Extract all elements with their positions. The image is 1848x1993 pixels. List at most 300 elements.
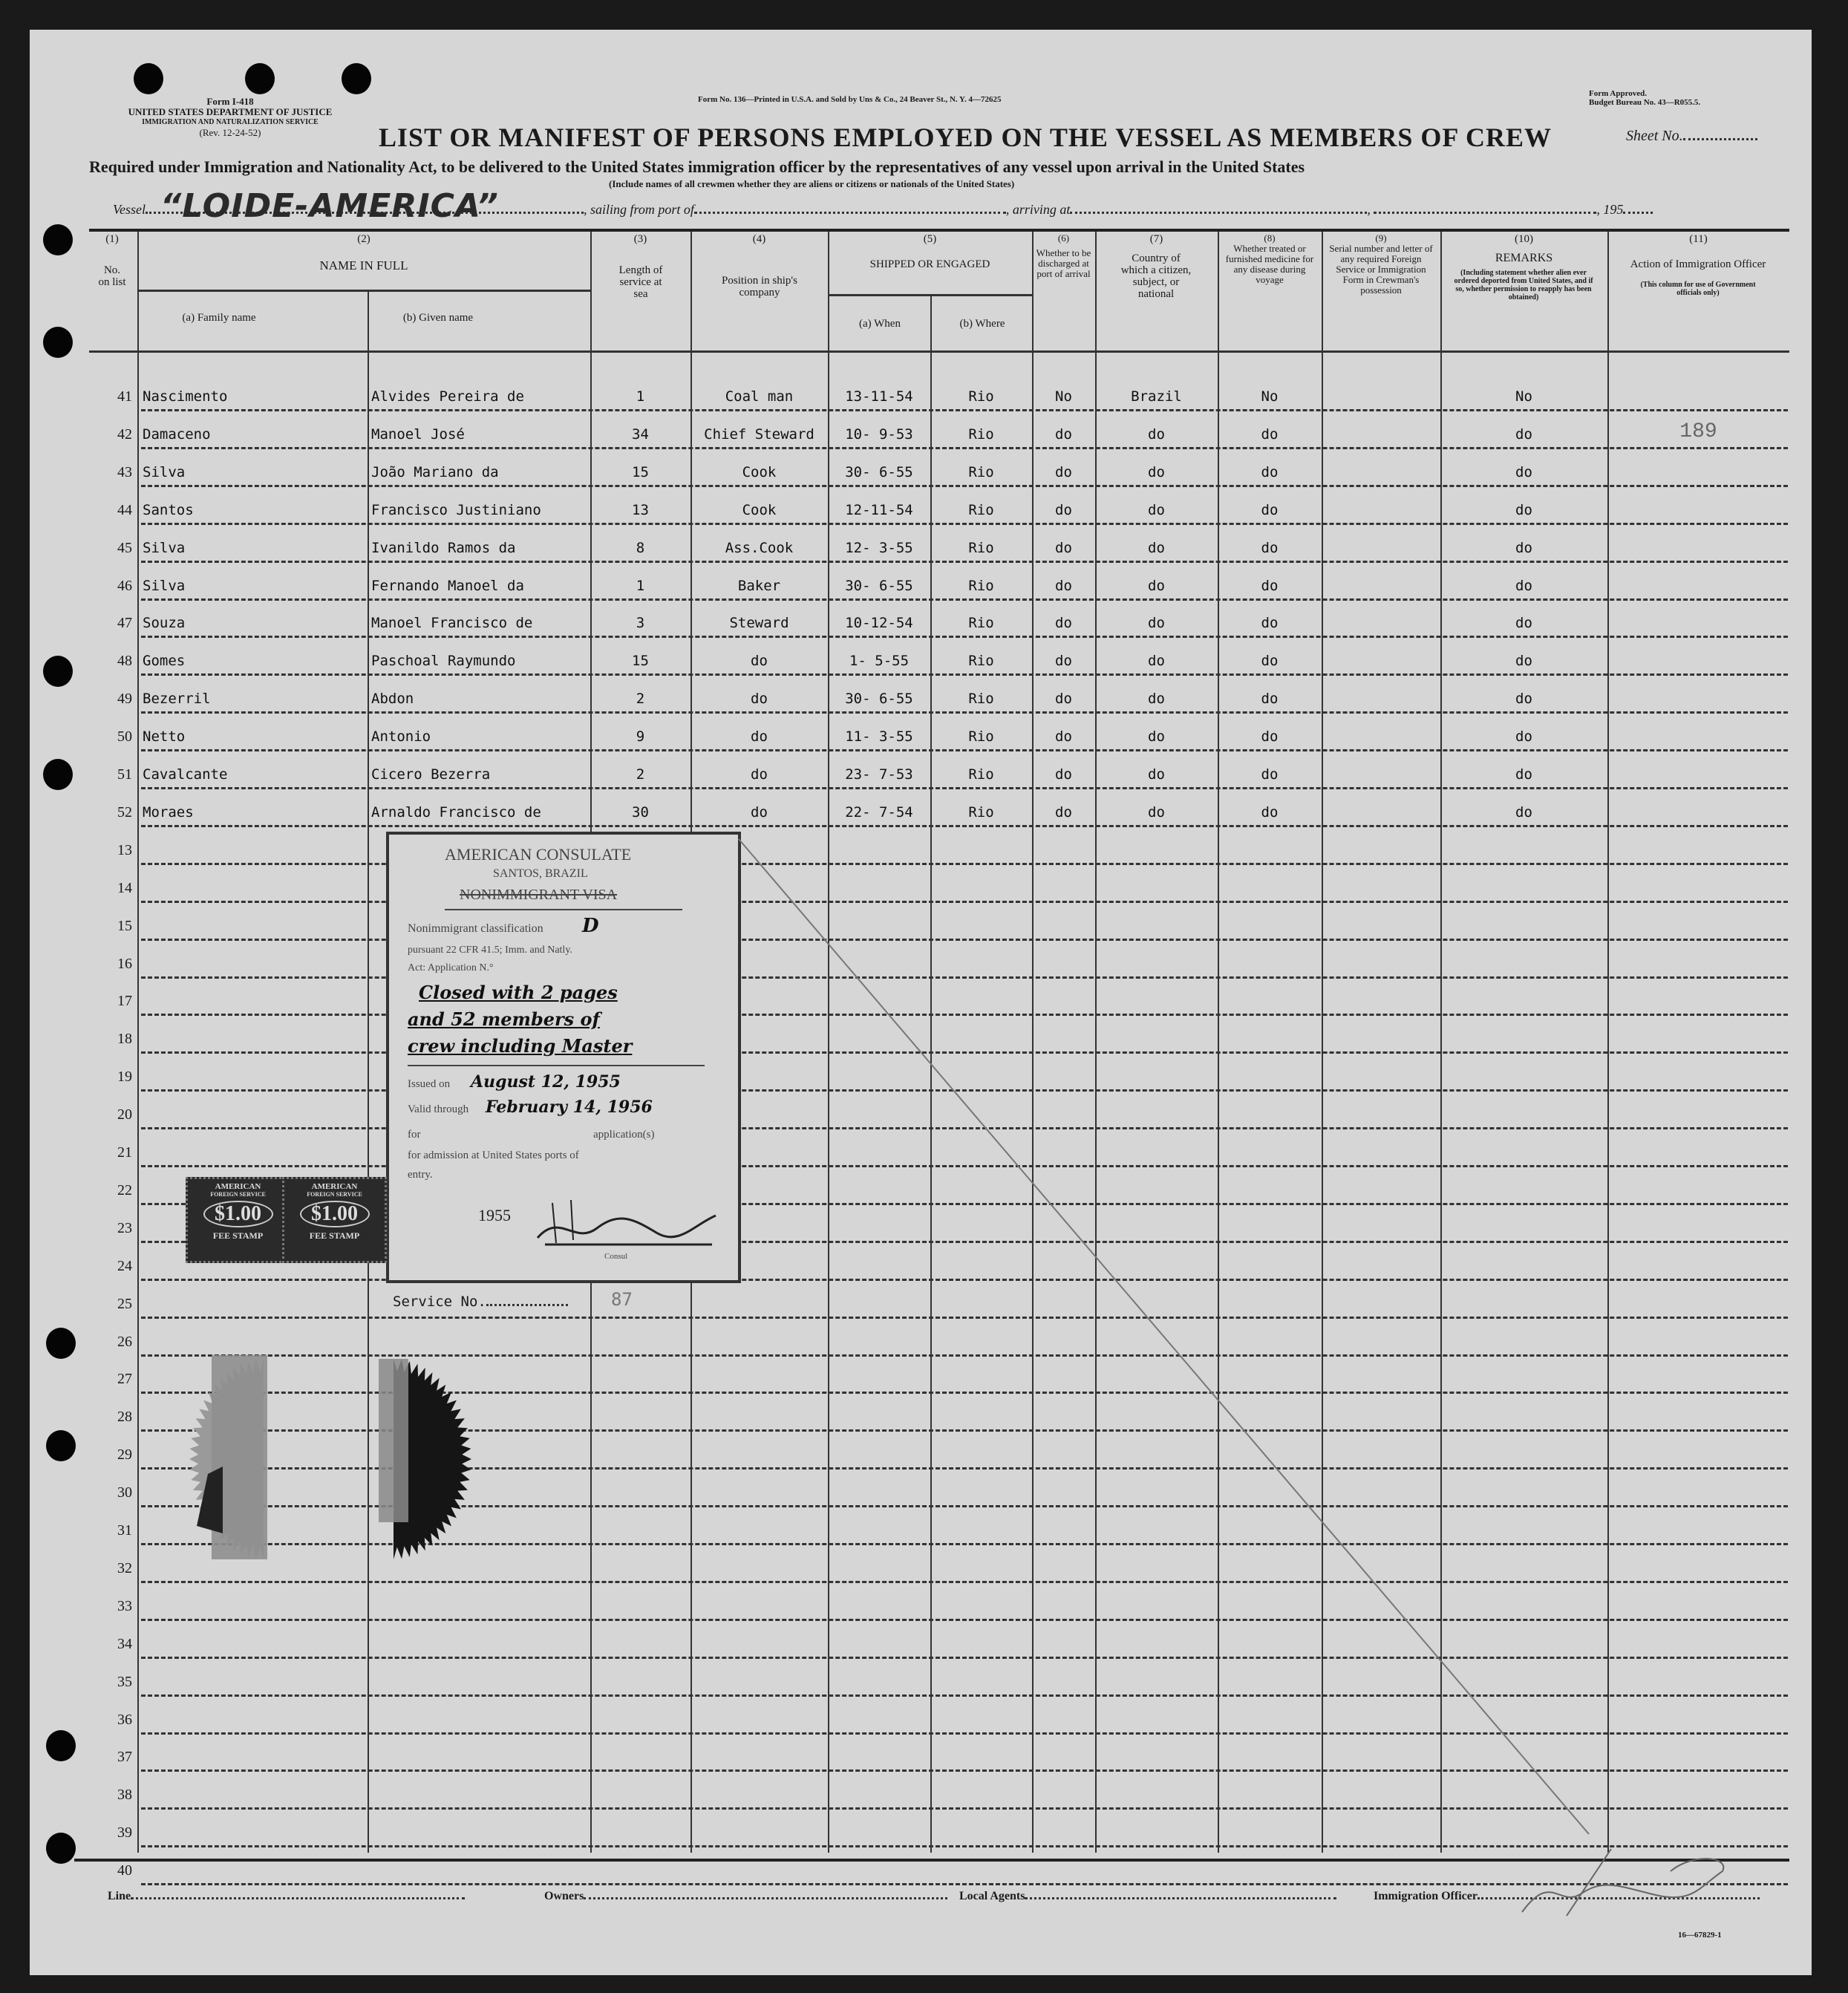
- col-label: Action of Immigration Officer: [1630, 258, 1766, 270]
- cell-position: do: [751, 728, 768, 746]
- row-number: 28: [117, 1409, 132, 1426]
- cell-country: do: [1148, 501, 1165, 518]
- cell-when: 30- 6-55: [845, 463, 913, 480]
- col-header-length: [592, 233, 689, 300]
- cell-given: Manoel José: [371, 425, 465, 443]
- cell-given: Arnaldo Francisco de: [371, 803, 541, 821]
- form-identity: [89, 97, 371, 138]
- closing-note-line2: and 52 members of: [408, 1008, 600, 1030]
- punch-hole: [134, 63, 163, 94]
- row-number: 33: [117, 1597, 132, 1614]
- admission-text: for admission at United States ports of: [408, 1149, 579, 1161]
- cell-length: 30: [632, 803, 649, 821]
- col-label: Country of which a citizen, subject, or national: [1120, 252, 1192, 300]
- cell-remarks: do: [1515, 803, 1532, 821]
- cell-where: Rio: [968, 728, 994, 746]
- cell-where: Rio: [968, 766, 994, 783]
- cell-medicine: do: [1261, 766, 1279, 783]
- cell-remarks: do: [1515, 766, 1532, 783]
- row-number: 27: [117, 1371, 132, 1388]
- classification-value: D: [582, 915, 599, 937]
- cell-position: Coal man: [725, 388, 794, 405]
- cell-length: 8: [636, 539, 645, 556]
- cell-position: do: [751, 691, 768, 708]
- cell-action: 189: [1679, 420, 1717, 443]
- cell-family: Silva: [143, 539, 186, 556]
- line-label: Line: [108, 1890, 131, 1902]
- cell-country: do: [1148, 539, 1165, 556]
- row-number: 17: [117, 993, 132, 1010]
- row-dotted-line: [141, 825, 1788, 827]
- row-dotted-line: [141, 485, 1788, 487]
- consulate-visa-stamp: [386, 832, 741, 1283]
- col-header-when: (a) When: [859, 318, 901, 330]
- pursuant-text: pursuant 22 CFR 41.5; Imm. and Natly.: [408, 945, 572, 956]
- col-header-shipped: [829, 233, 1031, 270]
- row-number: 41: [117, 388, 132, 405]
- cell-family: Gomes: [143, 653, 186, 670]
- cell-medicine: No: [1261, 388, 1279, 405]
- col-header-position: [692, 233, 826, 299]
- applications-label: application(s): [593, 1129, 655, 1141]
- col-number: (2): [357, 233, 370, 245]
- cell-medicine: do: [1261, 539, 1279, 556]
- col-label: Length of service at sea: [618, 264, 663, 300]
- cell-family: Nascimento: [143, 388, 228, 405]
- closing-note-line1: Closed with 2 pages: [419, 982, 618, 1003]
- cell-length: 3: [636, 615, 645, 632]
- row-number: 25: [117, 1295, 132, 1312]
- cell-where: Rio: [968, 577, 994, 594]
- col-header-medicine: [1219, 233, 1320, 285]
- cell-given: Antonio: [371, 728, 431, 746]
- row-number: 42: [117, 425, 132, 443]
- cell-discharged: do: [1055, 615, 1072, 632]
- cell-position: Steward: [729, 615, 789, 632]
- cell-length: 2: [636, 766, 645, 783]
- cell-given: Francisco Justiniano: [371, 501, 541, 518]
- row-number: 15: [117, 917, 132, 934]
- row-number: 29: [117, 1446, 132, 1464]
- cell-family: Moraes: [143, 803, 194, 821]
- application-number-label: Act: Application N.°: [408, 962, 494, 973]
- col-label: Position in ship's company: [722, 275, 797, 299]
- cell-country: do: [1148, 653, 1165, 670]
- col-header-country: [1097, 233, 1216, 300]
- row-dotted-line: [141, 1732, 1788, 1735]
- row-dotted-line: [141, 1694, 1788, 1697]
- cell-where: Rio: [968, 463, 994, 480]
- cell-given: Alvides Pereira de: [371, 388, 524, 405]
- embossed-seal: [182, 1355, 293, 1563]
- col-number: (6): [1057, 232, 1070, 244]
- row-dotted-line: [141, 409, 1788, 411]
- cell-length: 1: [636, 388, 645, 405]
- cell-position: do: [751, 653, 768, 670]
- row-number: 22: [117, 1181, 132, 1198]
- row-number: 37: [117, 1749, 132, 1766]
- col-number: (3): [633, 233, 647, 245]
- classification-label: Nonimmigrant classification: [408, 922, 543, 935]
- row-dotted-line: [141, 711, 1788, 714]
- col-header-name: [139, 233, 589, 272]
- row-dotted-line: [141, 673, 1788, 676]
- issued-date: August 12, 1955: [471, 1072, 621, 1092]
- embossed-seal: [379, 1355, 475, 1563]
- service-number-label: Service No.: [393, 1294, 486, 1310]
- stamp-divider: [445, 909, 682, 910]
- cell-given: Paschoal Raymundo: [371, 653, 516, 670]
- column-divider: [137, 232, 139, 1853]
- cell-when: 1- 5-55: [849, 653, 910, 670]
- row-number: 40: [117, 1862, 132, 1879]
- cancellation-stroke: [30, 30, 1812, 1975]
- col-number: (9): [1375, 232, 1387, 244]
- fee-stamp-value: $1.00: [203, 1201, 273, 1227]
- col-header-discharged: [1034, 233, 1094, 279]
- row-dotted-line: [141, 1657, 1788, 1659]
- col-header-remarks: [1442, 233, 1606, 301]
- for-label: for: [408, 1129, 421, 1141]
- punch-hole: [43, 327, 73, 358]
- row-number: 20: [117, 1106, 132, 1123]
- col-label: REMARKS: [1495, 252, 1553, 264]
- cell-when: 13-11-54: [845, 388, 913, 405]
- row-dotted-line: [141, 749, 1788, 751]
- cell-given: João Mariano da: [371, 463, 499, 480]
- row-number: 24: [117, 1257, 132, 1274]
- fee-stamp-line2: FOREIGN SERVICE: [307, 1191, 362, 1198]
- page-title: LIST OR MANIFEST OF PERSONS EMPLOYED ON THE VESSEL AS MEMBERS OF CREW: [379, 123, 1552, 152]
- sheet-number-field[interactable]: [1626, 128, 1757, 145]
- cell-family: Silva: [143, 577, 186, 594]
- cell-medicine: do: [1261, 425, 1279, 443]
- row-number: 50: [117, 728, 132, 746]
- fee-stamp-line3: FEE STAMP: [212, 1230, 264, 1241]
- cell-when: 10- 9-53: [845, 425, 913, 443]
- cell-medicine: do: [1261, 691, 1279, 708]
- cell-family: Souza: [143, 615, 186, 632]
- cell-medicine: do: [1261, 803, 1279, 821]
- cell-remarks: do: [1515, 539, 1532, 556]
- cell-given: Abdon: [371, 691, 414, 708]
- cell-length: 13: [632, 501, 649, 518]
- consulate-location: SANTOS, BRAZIL: [493, 867, 588, 880]
- cell-where: Rio: [968, 803, 994, 821]
- closing-note-line3: crew including Master: [408, 1035, 633, 1057]
- cell-position: Chief Steward: [704, 425, 814, 443]
- arriving-label: , arriving at: [1005, 202, 1071, 217]
- cell-remarks: do: [1515, 425, 1532, 443]
- row-number: 14: [117, 879, 132, 896]
- cell-remarks: do: [1515, 577, 1532, 594]
- fee-stamp-line1: AMERICAN: [311, 1182, 358, 1191]
- year-label: , 195: [1596, 202, 1624, 217]
- valid-through-date: February 14, 1956: [486, 1097, 653, 1117]
- service-name: IMMIGRATION AND NATURALIZATION SERVICE: [142, 118, 319, 126]
- cell-where: Rio: [968, 388, 994, 405]
- punch-hole: [43, 224, 73, 255]
- cell-country: do: [1148, 728, 1165, 746]
- cell-discharged: do: [1055, 728, 1072, 746]
- row-number: 26: [117, 1333, 132, 1350]
- service-number-value: 87: [609, 1289, 635, 1310]
- cell-discharged: do: [1055, 463, 1072, 480]
- row-dotted-line: [141, 787, 1788, 789]
- cell-discharged: do: [1055, 691, 1072, 708]
- include-note: (Include names of all crewmen whether they are aliens or citizens or nationals of the United States): [609, 178, 1015, 189]
- column-divider: [1607, 232, 1609, 1853]
- cell-family: Silva: [143, 463, 186, 480]
- sheet-label: Sheet No.: [1626, 128, 1683, 144]
- cell-when: 23- 7-53: [845, 766, 913, 783]
- col-note: (This column for use of Government officials only): [1640, 281, 1756, 297]
- form-number: Form I-418: [206, 96, 254, 107]
- cell-when: 12-11-54: [845, 501, 913, 518]
- cell-medicine: do: [1261, 501, 1279, 518]
- cell-given: Cicero Bezerra: [371, 766, 491, 783]
- approved-label: Form Approved.: [1589, 89, 1648, 98]
- col-number: (8): [1264, 232, 1276, 244]
- punch-hole: [46, 1730, 76, 1761]
- punch-hole: [43, 656, 73, 687]
- consul-signature: [530, 1197, 723, 1249]
- cell-country: do: [1148, 463, 1165, 480]
- fee-stamp-line1: AMERICAN: [215, 1182, 261, 1191]
- cell-medicine: do: [1261, 615, 1279, 632]
- punch-hole: [342, 63, 371, 94]
- fee-stamp-line2: FOREIGN SERVICE: [210, 1191, 266, 1198]
- row-number: 13: [117, 841, 132, 858]
- consul-label: Consul: [604, 1252, 628, 1261]
- col-header-number: [89, 233, 135, 288]
- cell-family: Santos: [143, 501, 194, 518]
- cell-length: 34: [632, 425, 649, 443]
- cell-remarks: No: [1515, 388, 1532, 405]
- officer-label: Immigration Officer: [1374, 1890, 1478, 1902]
- cell-length: 15: [632, 653, 649, 670]
- punch-hole: [46, 1328, 76, 1359]
- row-dotted-line: [141, 1581, 1788, 1583]
- entry-text: entry.: [408, 1169, 433, 1181]
- consulate-name: AMERICAN CONSULATE: [445, 845, 632, 864]
- row-number: 49: [117, 691, 132, 708]
- cell-discharged: do: [1055, 539, 1072, 556]
- cell-position: Cook: [742, 501, 777, 518]
- row-dotted-line: [141, 447, 1788, 449]
- cell-remarks: do: [1515, 501, 1532, 518]
- table-top-rule: [89, 229, 1789, 232]
- row-dotted-line: [141, 636, 1788, 638]
- row-number: 51: [117, 766, 132, 783]
- header-underline: [137, 290, 590, 292]
- cell-remarks: do: [1515, 691, 1532, 708]
- row-number: 18: [117, 1031, 132, 1048]
- col-number: (10): [1515, 233, 1533, 245]
- col-header-where: (b) Where: [959, 318, 1005, 330]
- row-number: 30: [117, 1484, 132, 1501]
- cell-medicine: do: [1261, 728, 1279, 746]
- cell-discharged: No: [1055, 388, 1072, 405]
- cell-remarks: do: [1515, 463, 1532, 480]
- cell-length: 9: [636, 728, 645, 746]
- punch-hole: [245, 63, 275, 94]
- fee-stamp: [282, 1177, 387, 1263]
- cell-position: Ass.Cook: [725, 539, 794, 556]
- col-label: SHIPPED OR ENGAGED: [869, 258, 990, 270]
- officer-signature: [1507, 1842, 1745, 1923]
- cell-country: do: [1148, 803, 1165, 821]
- sailing-label: , sailing from port of: [584, 202, 694, 217]
- row-number: 43: [117, 463, 132, 480]
- cell-country: do: [1148, 425, 1165, 443]
- col-header-action: [1609, 233, 1788, 297]
- row-dotted-line: [141, 598, 1788, 601]
- row-number: 36: [117, 1711, 132, 1728]
- cell-family: Netto: [143, 728, 186, 746]
- fee-stamp-line3: FEE STAMP: [309, 1230, 360, 1241]
- cell-discharged: do: [1055, 803, 1072, 821]
- cell-length: 2: [636, 691, 645, 708]
- punch-hole: [46, 1833, 76, 1864]
- cell-remarks: do: [1515, 653, 1532, 670]
- col-header-family-name: (a) Family name: [182, 312, 256, 324]
- row-number: 21: [117, 1144, 132, 1161]
- cell-family: Bezerril: [143, 691, 211, 708]
- footer-line-field[interactable]: [108, 1890, 465, 1903]
- row-number: 44: [117, 501, 132, 518]
- visa-type: NONIMMIGRANT VISA: [460, 887, 618, 903]
- row-dotted-line: [141, 523, 1788, 525]
- col-label: Whether treated or furnished medicine for any disease during voyage: [1225, 243, 1314, 285]
- service-number: [390, 1294, 571, 1310]
- cell-remarks: do: [1515, 615, 1532, 632]
- cell-position: do: [751, 803, 768, 821]
- col-note: (Including statement whether alien ever ordered deported from United States, and if so, whether permission to reapply has been obtained): [1454, 269, 1593, 301]
- cell-country: do: [1148, 691, 1165, 708]
- row-number: 48: [117, 653, 132, 670]
- vessel-name-stamp: “LOIDE-AMERICA”: [160, 187, 499, 225]
- form-approved: [1589, 89, 1700, 107]
- row-dotted-line: [141, 1317, 1788, 1319]
- cell-discharged: do: [1055, 653, 1072, 670]
- col-label: Whether to be discharged at port of arrival: [1036, 247, 1091, 279]
- row-number: 47: [117, 615, 132, 632]
- col-header-given-name: (b) Given name: [402, 312, 474, 324]
- stamp-year: 1955: [478, 1206, 511, 1224]
- manifest-page: [30, 30, 1812, 1975]
- col-number: (4): [752, 233, 766, 245]
- col-number: (1): [105, 233, 119, 245]
- fee-stamp: [186, 1177, 290, 1263]
- vessel-line: Vessel “LOIDE-AMERICA” , sailing from port of , arriving at , , 195: [113, 202, 1780, 218]
- valid-through-label: Valid through: [408, 1103, 469, 1115]
- row-dotted-line: [141, 1807, 1788, 1810]
- row-dotted-line: [141, 1619, 1788, 1621]
- row-number: 16: [117, 955, 132, 972]
- column-divider: [1322, 232, 1323, 1853]
- col-header-serial: [1323, 233, 1439, 296]
- cell-length: 15: [632, 463, 649, 480]
- cell-where: Rio: [968, 501, 994, 518]
- cell-country: do: [1148, 615, 1165, 632]
- cell-discharged: do: [1055, 425, 1072, 443]
- printer-line: Form No. 136—Printed in U.S.A. and Sold by Uns & Co., 24 Beaver St., N. Y. 4—72625: [698, 95, 1002, 104]
- cell-remarks: do: [1515, 728, 1532, 746]
- cell-given: Ivanildo Ramos da: [371, 539, 516, 556]
- cell-medicine: do: [1261, 577, 1279, 594]
- cell-position: Baker: [737, 577, 781, 594]
- cell-discharged: do: [1055, 766, 1072, 783]
- owners-label: Owners: [544, 1890, 584, 1902]
- punch-hole: [46, 1430, 76, 1461]
- cell-when: 11- 3-55: [845, 728, 913, 746]
- row-number: 35: [117, 1673, 132, 1690]
- header-underline: [828, 294, 1032, 296]
- cell-when: 22- 7-54: [845, 803, 913, 821]
- col-number: (7): [1149, 233, 1163, 245]
- cell-discharged: do: [1055, 501, 1072, 518]
- cell-when: 30- 6-55: [845, 691, 913, 708]
- cell-family: Cavalcante: [143, 766, 228, 783]
- row-number: 31: [117, 1522, 132, 1539]
- cell-when: 30- 6-55: [845, 577, 913, 594]
- col-label: Serial number and letter of any required Foreign Service or Immigration Form in Crewman's possession: [1329, 243, 1433, 296]
- row-dotted-line: [141, 561, 1788, 563]
- row-dotted-line: [141, 1769, 1788, 1772]
- footer-owners-field[interactable]: [544, 1890, 947, 1903]
- issued-label: Issued on: [408, 1078, 451, 1090]
- row-number: 39: [117, 1824, 132, 1842]
- cell-family: Damaceno: [143, 425, 211, 443]
- cell-discharged: do: [1055, 577, 1072, 594]
- row-number: 19: [117, 1069, 132, 1086]
- agents-label: Local Agents: [959, 1890, 1025, 1902]
- cell-medicine: do: [1261, 463, 1279, 480]
- cell-country: do: [1148, 766, 1165, 783]
- footer-agents-field[interactable]: [959, 1890, 1336, 1903]
- col-number: (11): [1689, 233, 1708, 245]
- cell-where: Rio: [968, 653, 994, 670]
- header-bottom-rule: [89, 350, 1789, 353]
- cell-medicine: do: [1261, 653, 1279, 670]
- col-label: No. on list: [98, 264, 126, 288]
- row-number: 52: [117, 803, 132, 821]
- cell-country: Brazil: [1131, 388, 1182, 405]
- row-number: 45: [117, 539, 132, 556]
- form-revision: (Rev. 12-24-52): [199, 127, 261, 138]
- cell-position: do: [751, 766, 768, 783]
- form-code: 16—67829-1: [1678, 1931, 1722, 1940]
- cell-country: do: [1148, 577, 1165, 594]
- row-number: 23: [117, 1219, 132, 1236]
- cell-length: 1: [636, 577, 645, 594]
- row-number: 46: [117, 577, 132, 594]
- required-statement: Required under Immigration and Nationality Act, to be delivered to the United States immigration officer by the representatives of any vessel upon arrival in the United States: [89, 157, 1305, 176]
- budget-bureau-number: Budget Bureau No. 43—R055.5.: [1589, 98, 1701, 107]
- cell-when: 10-12-54: [845, 615, 913, 632]
- cell-given: Fernando Manoel da: [371, 577, 524, 594]
- col-label: NAME IN FULL: [319, 258, 408, 273]
- cell-given: Manoel Francisco de: [371, 615, 533, 632]
- punch-hole: [43, 759, 73, 790]
- cell-where: Rio: [968, 425, 994, 443]
- cell-position: Cook: [742, 463, 777, 480]
- stamp-divider: [408, 1065, 705, 1066]
- cell-where: Rio: [968, 539, 994, 556]
- cell-when: 12- 3-55: [845, 539, 913, 556]
- fee-stamp-value: $1.00: [300, 1201, 370, 1227]
